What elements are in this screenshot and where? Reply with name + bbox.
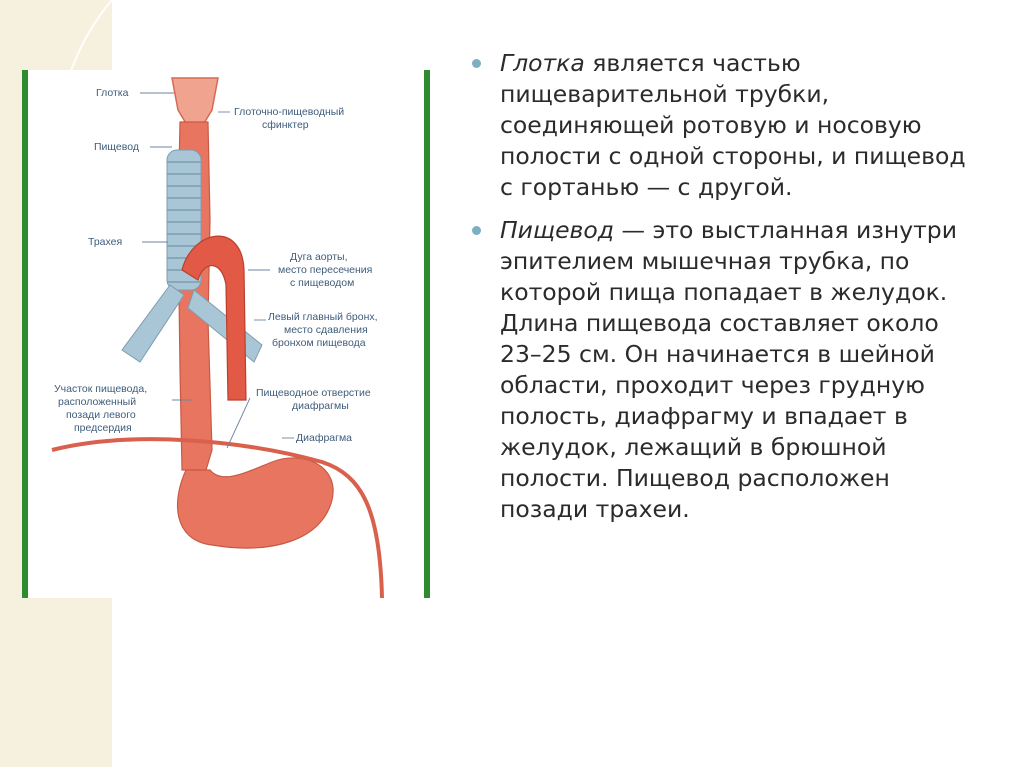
label-aorta-2: место пересечения: [278, 264, 373, 276]
figure-border-left: [22, 70, 28, 598]
label-segment-2: расположенный: [58, 396, 137, 408]
label-hiatus-1: Пищеводное отверстие: [256, 387, 371, 399]
bullet-text: — это выстланная изнутри эпителием мышечная трубка, по которой пища попадает в желудок. Длина пищевода составляет около 23–25 см. Он начинается в шейной области, проходит через грудную полость, диафрагму и впадает в желудок, лежащий в брюшной полости. Пищевод расположен позади трахеи.: [500, 216, 957, 523]
label-trachea: Трахея: [88, 236, 123, 248]
label-pharynx: Глотка: [96, 87, 129, 99]
stomach-shape: [178, 458, 334, 548]
label-hiatus-2: диафрагмы: [292, 400, 349, 412]
label-segment-4: предсердия: [74, 422, 132, 434]
label-segment-3: позади левого: [66, 409, 136, 421]
label-sphincter-2: сфинктер: [262, 119, 309, 131]
label-diaphragm: Диафрагма: [296, 432, 353, 444]
bullet-esophagus: [462, 215, 982, 525]
label-segment-1: Участок пищевода,: [54, 383, 148, 395]
esophagus-diagram: [22, 70, 430, 598]
bullet-dot-icon: [472, 59, 481, 68]
label-sphincter-1: Глоточно-пищеводный: [234, 106, 345, 118]
label-bronchus-3: бронхом пищевода: [272, 337, 366, 349]
bullet-dot-icon: [472, 226, 481, 235]
label-bronchus-2: место сдавления: [284, 324, 368, 336]
label-aorta-1: Дуга аорты,: [290, 251, 348, 263]
label-bronchus-1: Левый главный бронх,: [268, 311, 378, 323]
bullet-pharynx: [462, 48, 982, 203]
bullet-term: Глотка: [500, 49, 585, 77]
figure-border-right: [424, 70, 430, 598]
bullet-term: Пищевод: [500, 216, 615, 244]
bullet-text: является частью пищеварительной трубки, соединяющей ротовую и носовую полости с одной стороны, и пищевод с гортанью — с другой.: [500, 49, 966, 201]
bullet-list: [462, 48, 982, 537]
label-esophagus: Пищевод: [94, 141, 139, 153]
label-aorta-3: с пищеводом: [290, 277, 355, 289]
anatomy-figure: [22, 70, 430, 598]
